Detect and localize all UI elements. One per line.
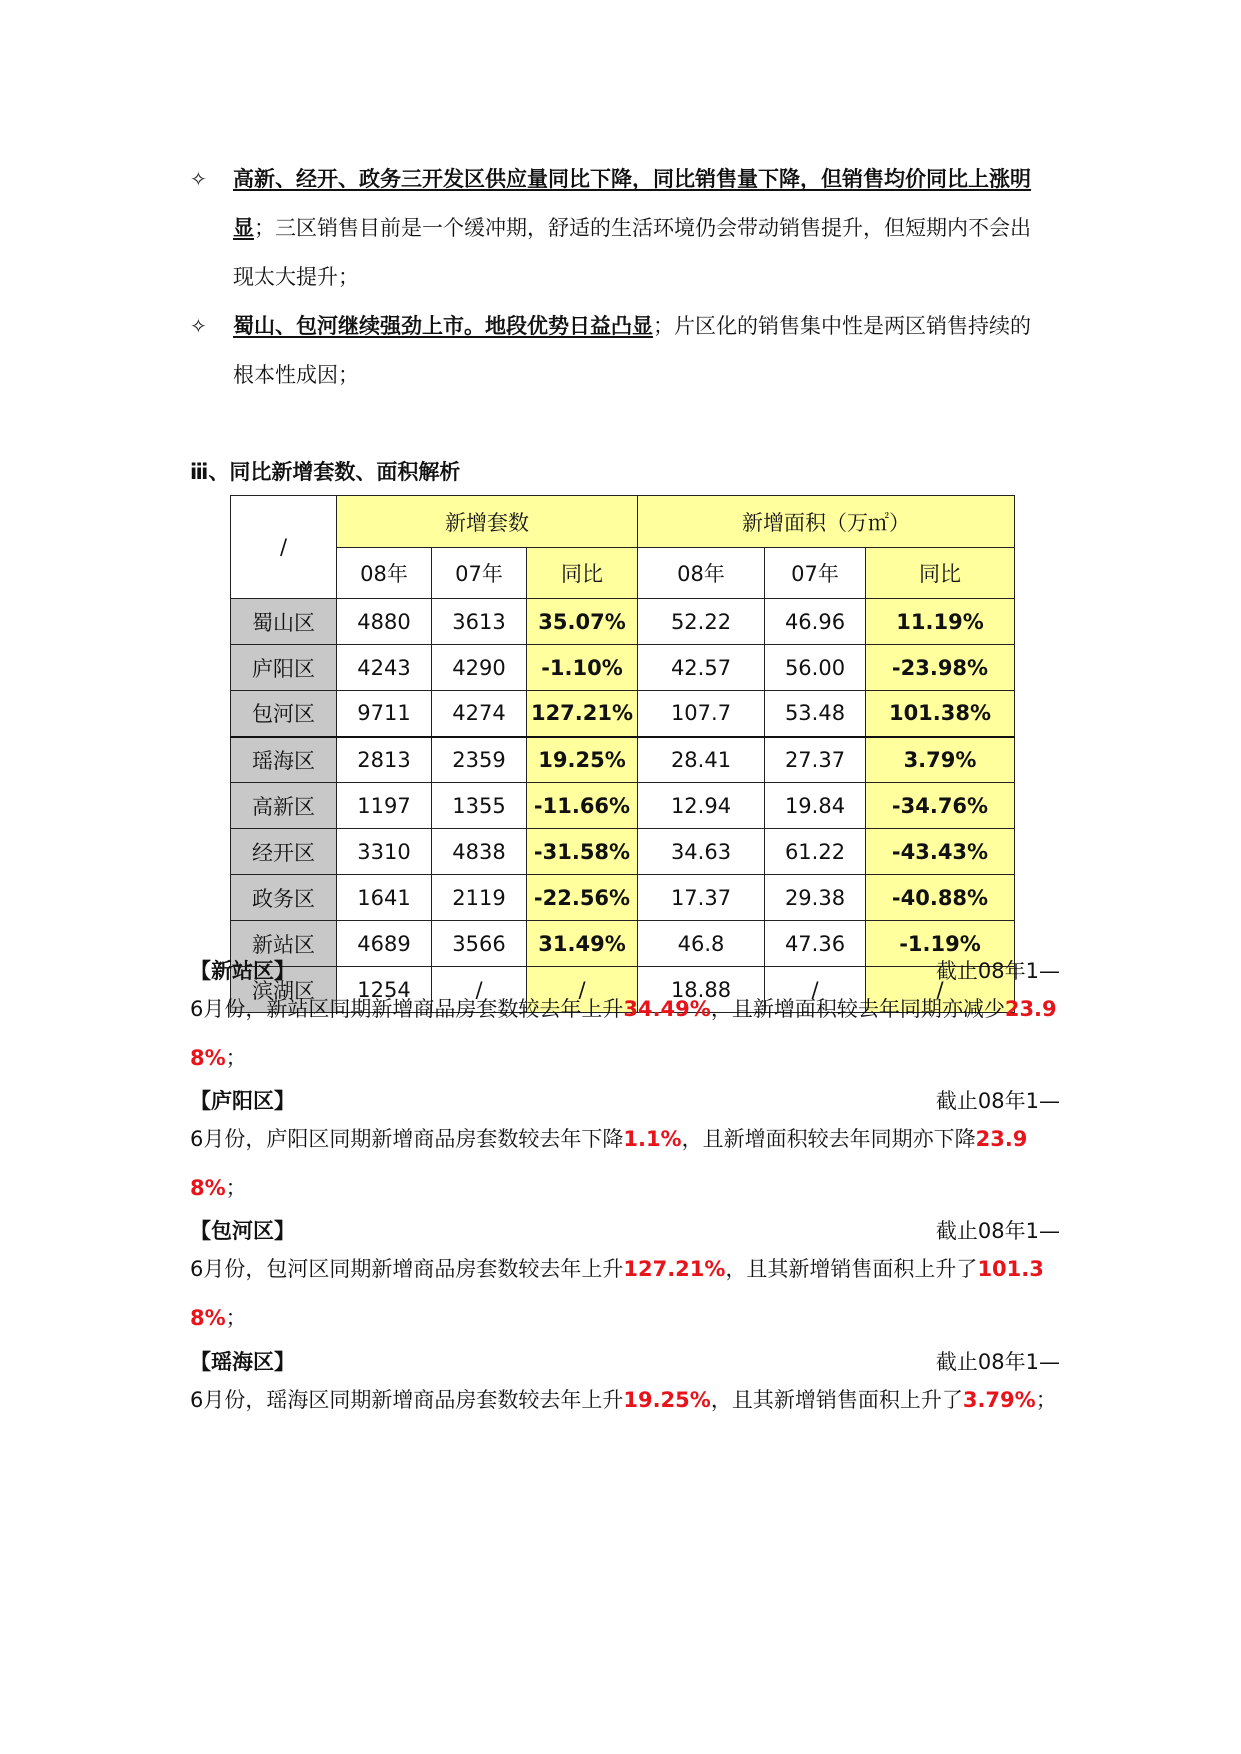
cell-units-yoy: -22.56% (527, 875, 638, 921)
paragraph-text: ，且其新增销售面积上升了 (710, 1388, 963, 1412)
cell-area-08: 34.63 (638, 829, 765, 875)
paragraph-text: ，且其新增销售面积上升了 (725, 1257, 978, 1281)
cell-area-07: 56.00 (765, 645, 866, 691)
cell-units-08: 4880 (337, 599, 432, 645)
cell-units-yoy: 35.07% (527, 599, 638, 645)
highlight-percent: 127.21% (623, 1257, 726, 1281)
cell-area-yoy: 3.79% (866, 737, 1015, 783)
cell-units-yoy: -31.58% (527, 829, 638, 875)
paragraph-text: ； (225, 1046, 247, 1070)
cell-units-08: 1254 (337, 967, 432, 1013)
table-corner-cell: / (231, 496, 337, 599)
section-label: 【新站区】 (190, 959, 295, 983)
section-cutoff: 截止08年1— (935, 1219, 1060, 1243)
cell-units-08: 3310 (337, 829, 432, 875)
bullet-1-body: ；三区销售目前是一个缓冲期，舒适的生活环境仍会带动销售提升，但短期内不会出现太大提升； (233, 216, 1031, 289)
section-label: 【瑶海区】 (190, 1350, 295, 1374)
cell-area-07: 29.38 (765, 875, 866, 921)
diamond-bullet-icon: ✧ (190, 167, 207, 191)
cell-units-07: 4274 (432, 691, 527, 737)
cell-units-07: 1355 (432, 783, 527, 829)
highlight-percent: 34.49% (623, 997, 711, 1021)
paragraph-text: 6月份，包河区同期新增商品房套数较去年上升 (190, 1257, 624, 1281)
cell-units-07: 4290 (432, 645, 527, 691)
table-row (231, 599, 1015, 645)
highlight-percent: 101.38% (190, 1257, 1044, 1330)
cell-area-07: 61.22 (765, 829, 866, 875)
table-row (231, 737, 1015, 783)
subheader-08: 08年 (638, 548, 765, 599)
paragraph-text: 6月份，新站区同期新增商品房套数较去年上升 (190, 997, 624, 1021)
table-row (231, 691, 1015, 737)
cell-units-08: 4689 (337, 921, 432, 967)
paragraph-text: ； (225, 1176, 247, 1200)
highlight-percent: 19.25% (623, 1388, 711, 1412)
cell-area-08: 17.37 (638, 875, 765, 921)
cell-units-08: 4243 (337, 645, 432, 691)
cell-units-07: 3613 (432, 599, 527, 645)
paragraph-text: ； (1035, 1388, 1057, 1412)
section-title: ⅲ、同比新增套数、面积解析 (190, 460, 461, 484)
cell-units-08: 1641 (337, 875, 432, 921)
cell-area-yoy: -43.43% (866, 829, 1015, 875)
table-row (231, 783, 1015, 829)
section-label: 【庐阳区】 (190, 1089, 295, 1113)
cell-area-yoy: -23.98% (866, 645, 1015, 691)
cell-area-07: / (765, 967, 866, 1013)
subheader-07: 07年 (432, 548, 527, 599)
paragraph-text: 6月份，庐阳区同期新增商品房套数较去年下降 (190, 1127, 624, 1151)
cell-area-08: 28.41 (638, 737, 765, 783)
bullet-1 (190, 155, 1050, 302)
cell-units-yoy: 19.25% (527, 737, 638, 783)
cell-units-07: 3566 (432, 921, 527, 967)
section-header (190, 955, 1060, 985)
data-table (230, 495, 1015, 1013)
cell-area-yoy: 11.19% (866, 599, 1015, 645)
section-paragraph (190, 1115, 1060, 1213)
cell-area-08: 12.94 (638, 783, 765, 829)
cell-units-08: 2813 (337, 737, 432, 783)
cell-units-yoy: -11.66% (527, 783, 638, 829)
cell-area-yoy: -34.76% (866, 783, 1015, 829)
table-row (231, 875, 1015, 921)
row-district-cell: 新站区 (231, 921, 337, 967)
bullet-2-heading: 蜀山、包河继续强劲上市。地段优势日益凸显 (233, 314, 653, 338)
row-district-cell: 庐阳区 (231, 645, 337, 691)
table-row (231, 645, 1015, 691)
cell-units-07: / (432, 967, 527, 1013)
subheader-yoy: 同比 (866, 548, 1015, 599)
row-district-cell: 高新区 (231, 783, 337, 829)
section-paragraph (190, 985, 1060, 1083)
paragraph-text: 6月份，瑶海区同期新增商品房套数较去年上升 (190, 1388, 624, 1412)
section-paragraph (190, 1245, 1060, 1343)
cell-units-08: 1197 (337, 783, 432, 829)
subheader-yoy: 同比 (527, 548, 638, 599)
section-header (190, 1215, 1060, 1245)
cell-units-yoy: / (527, 967, 638, 1013)
table-body (231, 599, 1015, 1013)
cell-area-yoy: 101.38% (866, 691, 1015, 737)
section-cutoff: 截止08年1— (935, 959, 1060, 983)
cell-area-08: 52.22 (638, 599, 765, 645)
cell-area-07: 46.96 (765, 599, 866, 645)
bullet-2-body: ；片区化的销售集中性是两区销售持续的根本性成因； (233, 314, 1031, 387)
row-district-cell: 瑶海区 (231, 737, 337, 783)
cell-area-08: 107.7 (638, 691, 765, 737)
subheader-07: 07年 (765, 548, 866, 599)
header-units: 新增套数 (337, 496, 638, 548)
row-district-cell: 包河区 (231, 691, 337, 737)
paragraph-text: ，且新增面积较去年同期亦减少 (710, 997, 1005, 1021)
cell-units-07: 2119 (432, 875, 527, 921)
highlight-percent: 1.1% (623, 1127, 682, 1151)
section-cutoff: 截止08年1— (935, 1089, 1060, 1113)
header-area: 新增面积（万㎡） (638, 496, 1015, 548)
highlight-percent: 23.98% (190, 997, 1057, 1070)
cell-units-07: 2359 (432, 737, 527, 783)
cell-units-07: 4838 (432, 829, 527, 875)
cell-area-yoy: -40.88% (866, 875, 1015, 921)
bullet-2 (190, 302, 1050, 400)
cell-area-07: 53.48 (765, 691, 866, 737)
section-header (190, 1346, 1060, 1376)
cell-units-yoy: 127.21% (527, 691, 638, 737)
section-label: 【包河区】 (190, 1219, 295, 1243)
section-paragraph (190, 1376, 1060, 1425)
cell-area-07: 47.36 (765, 921, 866, 967)
cell-area-07: 27.37 (765, 737, 866, 783)
diamond-bullet-icon: ✧ (190, 314, 207, 338)
cell-area-08: 18.88 (638, 967, 765, 1013)
section-header (190, 1085, 1060, 1115)
paragraph-text: ； (225, 1306, 247, 1330)
section-cutoff: 截止08年1— (935, 1350, 1060, 1374)
cell-units-yoy: 31.49% (527, 921, 638, 967)
cell-area-07: 19.84 (765, 783, 866, 829)
subheader-08: 08年 (337, 548, 432, 599)
cell-units-yoy: -1.10% (527, 645, 638, 691)
bullet-1-heading: 高新、经开、政务三开发区供应量同比下降，同比销售量下降，但销售均价同比上涨明显 (233, 167, 1031, 240)
cell-area-yoy: -1.19% (866, 921, 1015, 967)
cell-area-yoy: / (866, 967, 1015, 1013)
row-district-cell: 滨湖区 (231, 967, 337, 1013)
paragraph-text: ，且新增面积较去年同期亦下降 (681, 1127, 976, 1151)
cell-area-08: 42.57 (638, 645, 765, 691)
row-district-cell: 经开区 (231, 829, 337, 875)
table-row (231, 829, 1015, 875)
cell-units-08: 9711 (337, 691, 432, 737)
row-district-cell: 蜀山区 (231, 599, 337, 645)
row-district-cell: 政务区 (231, 875, 337, 921)
highlight-percent: 23.98% (190, 1127, 1028, 1200)
highlight-percent: 3.79% (962, 1388, 1036, 1412)
cell-area-08: 46.8 (638, 921, 765, 967)
